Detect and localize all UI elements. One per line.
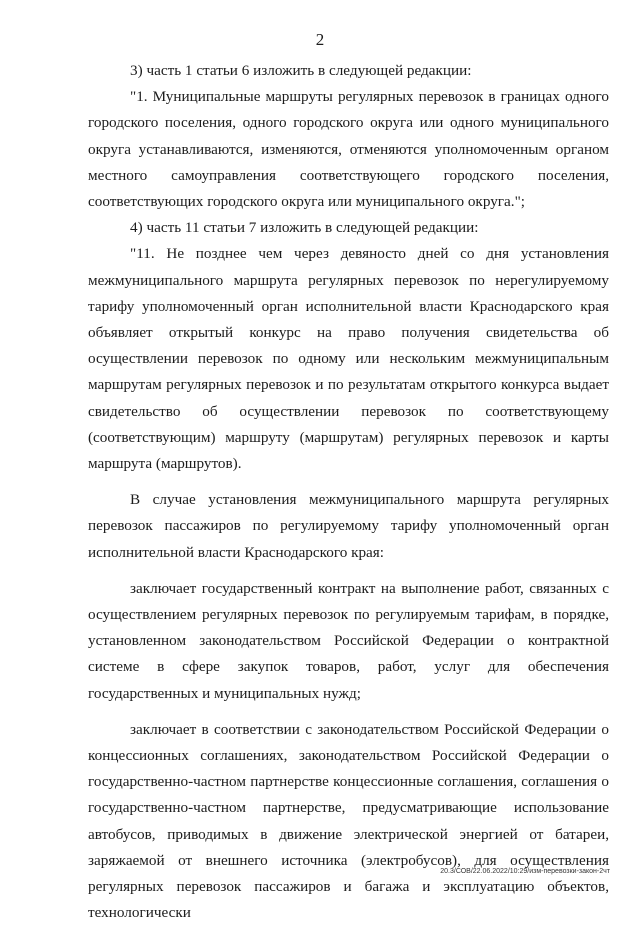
paragraph-regulated-tariff: В случае установления межмуниципального маршрута регулярных перевозок пассажиров по регулируемому тарифу уполномоченный орган исполнительной власти Краснодарского края:: [88, 491, 609, 561]
paragraph-municipal-routes: "1. Муниципальные маршруты регулярных перевозок в границах одного городского поселения, одного городского округа или одного муниципального округа устанавливаются, изменяются, отменяются уполномоченным органом местного самоуправления соответствующего городского поселения, соответствующих городского округа или муниципального округа.";: [88, 88, 609, 211]
paragraph-item-4-heading: 4) часть 11 статьи 7 изложить в следующей редакции:: [130, 219, 479, 237]
paragraph-part-11: "11. Не позднее чем через девяносто дней со дня установления межмуниципального маршрута регулярных перевозок по нерегулируемому тарифу уполномоченный орган исполнительной власти Краснодарского края объявляет открытый конкурс на право получения свидетельства об осуществлении перевозок по одному или нескольким межмуниципальным маршрутам регулярных перевозок и по результатам открытого конкурса выдает свидетельство об осуществлении перевозок по соответствующему (соответствующим) маршруту (маршрутам) регулярных перевозок и карты маршрута (маршрутов).: [88, 245, 609, 473]
page-number: 2: [315, 30, 325, 49]
paragraph-state-contract: заключает государственный контракт на выполнение работ, связанных с осуществлением регулярных перевозок по регулируемым тарифам, в порядке, установленном законодательством Российской Федерации о контрактной системе в сфере закупок товаров, работ, услуг для обеспечения государственных и муниципальных нужд;: [88, 579, 609, 702]
footer-file-reference: 20.3/СОВ/22.06.2022/10:29/изм-перевозки-закон-2чт: [440, 868, 610, 875]
paragraph-item-3-heading: 3) часть 1 статьи 6 изложить в следующей редакции:: [130, 62, 472, 79]
paragraph-concession-agreements: заключает в соответствии с законодательством Российской Федерации о концессионных соглашениях, законодательством Российской Федерации о государственно-частном партнерстве концессионные соглашения, соглашения о государственно-частном партнерстве, предусматривающие использование автобусов, приводимых в движение электрической энергией от батареи, заряжаемой от внешнего источника (электробусов), для осуществления регулярных перевозок пассажиров и багажа и эксплуатацию объектов, технологически: [88, 720, 609, 922]
document-body: [88, 58, 609, 927]
